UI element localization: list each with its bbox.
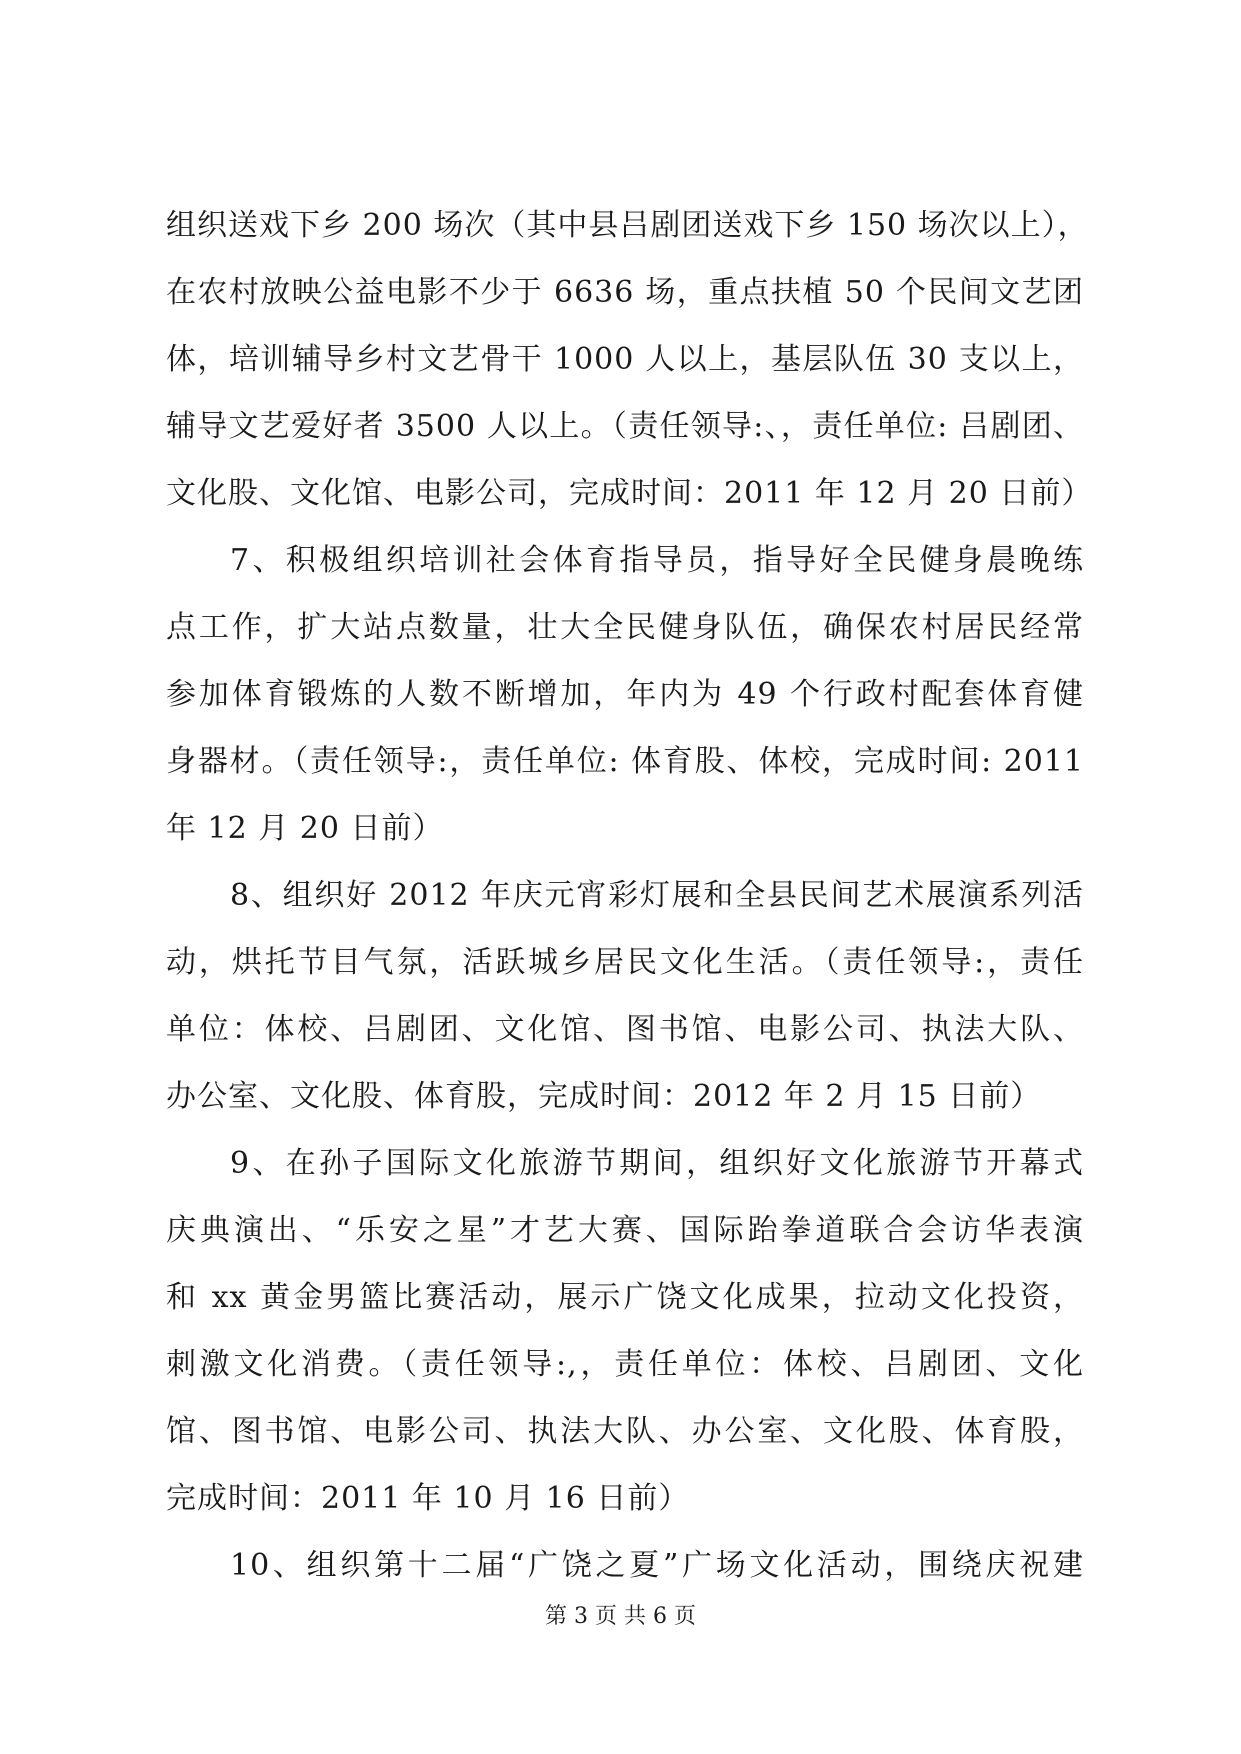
text-line: 9、在孙子国际文化旅游节期间，组织好文化旅游节开幕式 [230, 1146, 1084, 1181]
document-body [166, 206, 1093, 1613]
text-line: 馆、图书馆、电影公司、执法大队、办公室、文化股、体育股， [166, 1414, 1084, 1449]
text-line: 单位：体校、吕剧团、文化馆、图书馆、电影公司、执法大队、 [166, 1012, 1084, 1047]
text-line: 刺激文化消费。（责任领导:,，责任单位：体校、吕剧团、文化 [166, 1347, 1084, 1382]
text-line: 年 12 月 20 日前） [166, 811, 444, 846]
text-line: 办公室、文化股、体育股，完成时间：2012 年 2 月 15 日前） [166, 1079, 1042, 1114]
text-line: 完成时间：2011 年 10 月 16 日前） [166, 1481, 690, 1516]
text-line: 体，培训辅导乡村文艺骨干 1000 人以上，基层队伍 30 支以上， [166, 342, 1084, 377]
text-line: 在农村放映公益电影不少于 6636 场，重点扶植 50 个民间文艺团 [166, 275, 1084, 310]
text-line: 7、积极组织培训社会体育指导员，指导好全民健身晨晚练 [230, 543, 1084, 578]
page-number-footer: 第 3 页 共 6 页 [545, 1604, 696, 1629]
text-line: 点工作，扩大站点数量，壮大全民健身队伍，确保农村居民经常 [166, 610, 1084, 645]
text-line: 和 xx 黄金男篮比赛活动，展示广饶文化成果，拉动文化投资， [166, 1280, 1084, 1315]
text-line: 动，烘托节目气氛，活跃城乡居民文化生活。（责任领导:，责任 [166, 945, 1084, 980]
text-line: 8、组织好 2012 年庆元宵彩灯展和全县民间艺术展演系列活 [230, 878, 1084, 913]
text-line: 辅导文艺爱好者 3500 人以上。（责任领导:、，责任单位: 吕剧团、 [166, 409, 1084, 444]
text-line: 身器材。（责任领导:，责任单位: 体育股、体校，完成时间: 2011 [166, 744, 1084, 779]
paragraph-item-6-continued [166, 206, 1093, 541]
text-line: 10、组织第十二届“广饶之夏”广场文化活动，围绕庆祝建 [230, 1548, 1084, 1583]
paragraph-item-9 [166, 1144, 1084, 1546]
paragraph-item-8 [166, 876, 1084, 1144]
paragraph-item-7 [166, 541, 1084, 876]
text-line: 组织送戏下乡 200 场次（其中县吕剧团送戏下乡 150 场次以上）， [166, 208, 1089, 243]
text-line: 参加体育锻炼的人数不断增加，年内为 49 个行政村配套体育健 [166, 677, 1084, 712]
text-line: 文化股、文化馆、电影公司，完成时间：2011 年 12 月 20 日前） [166, 476, 1093, 511]
text-line: 庆典演出、“乐安之星”才艺大赛、国际跆拳道联合会访华表演 [166, 1213, 1084, 1248]
